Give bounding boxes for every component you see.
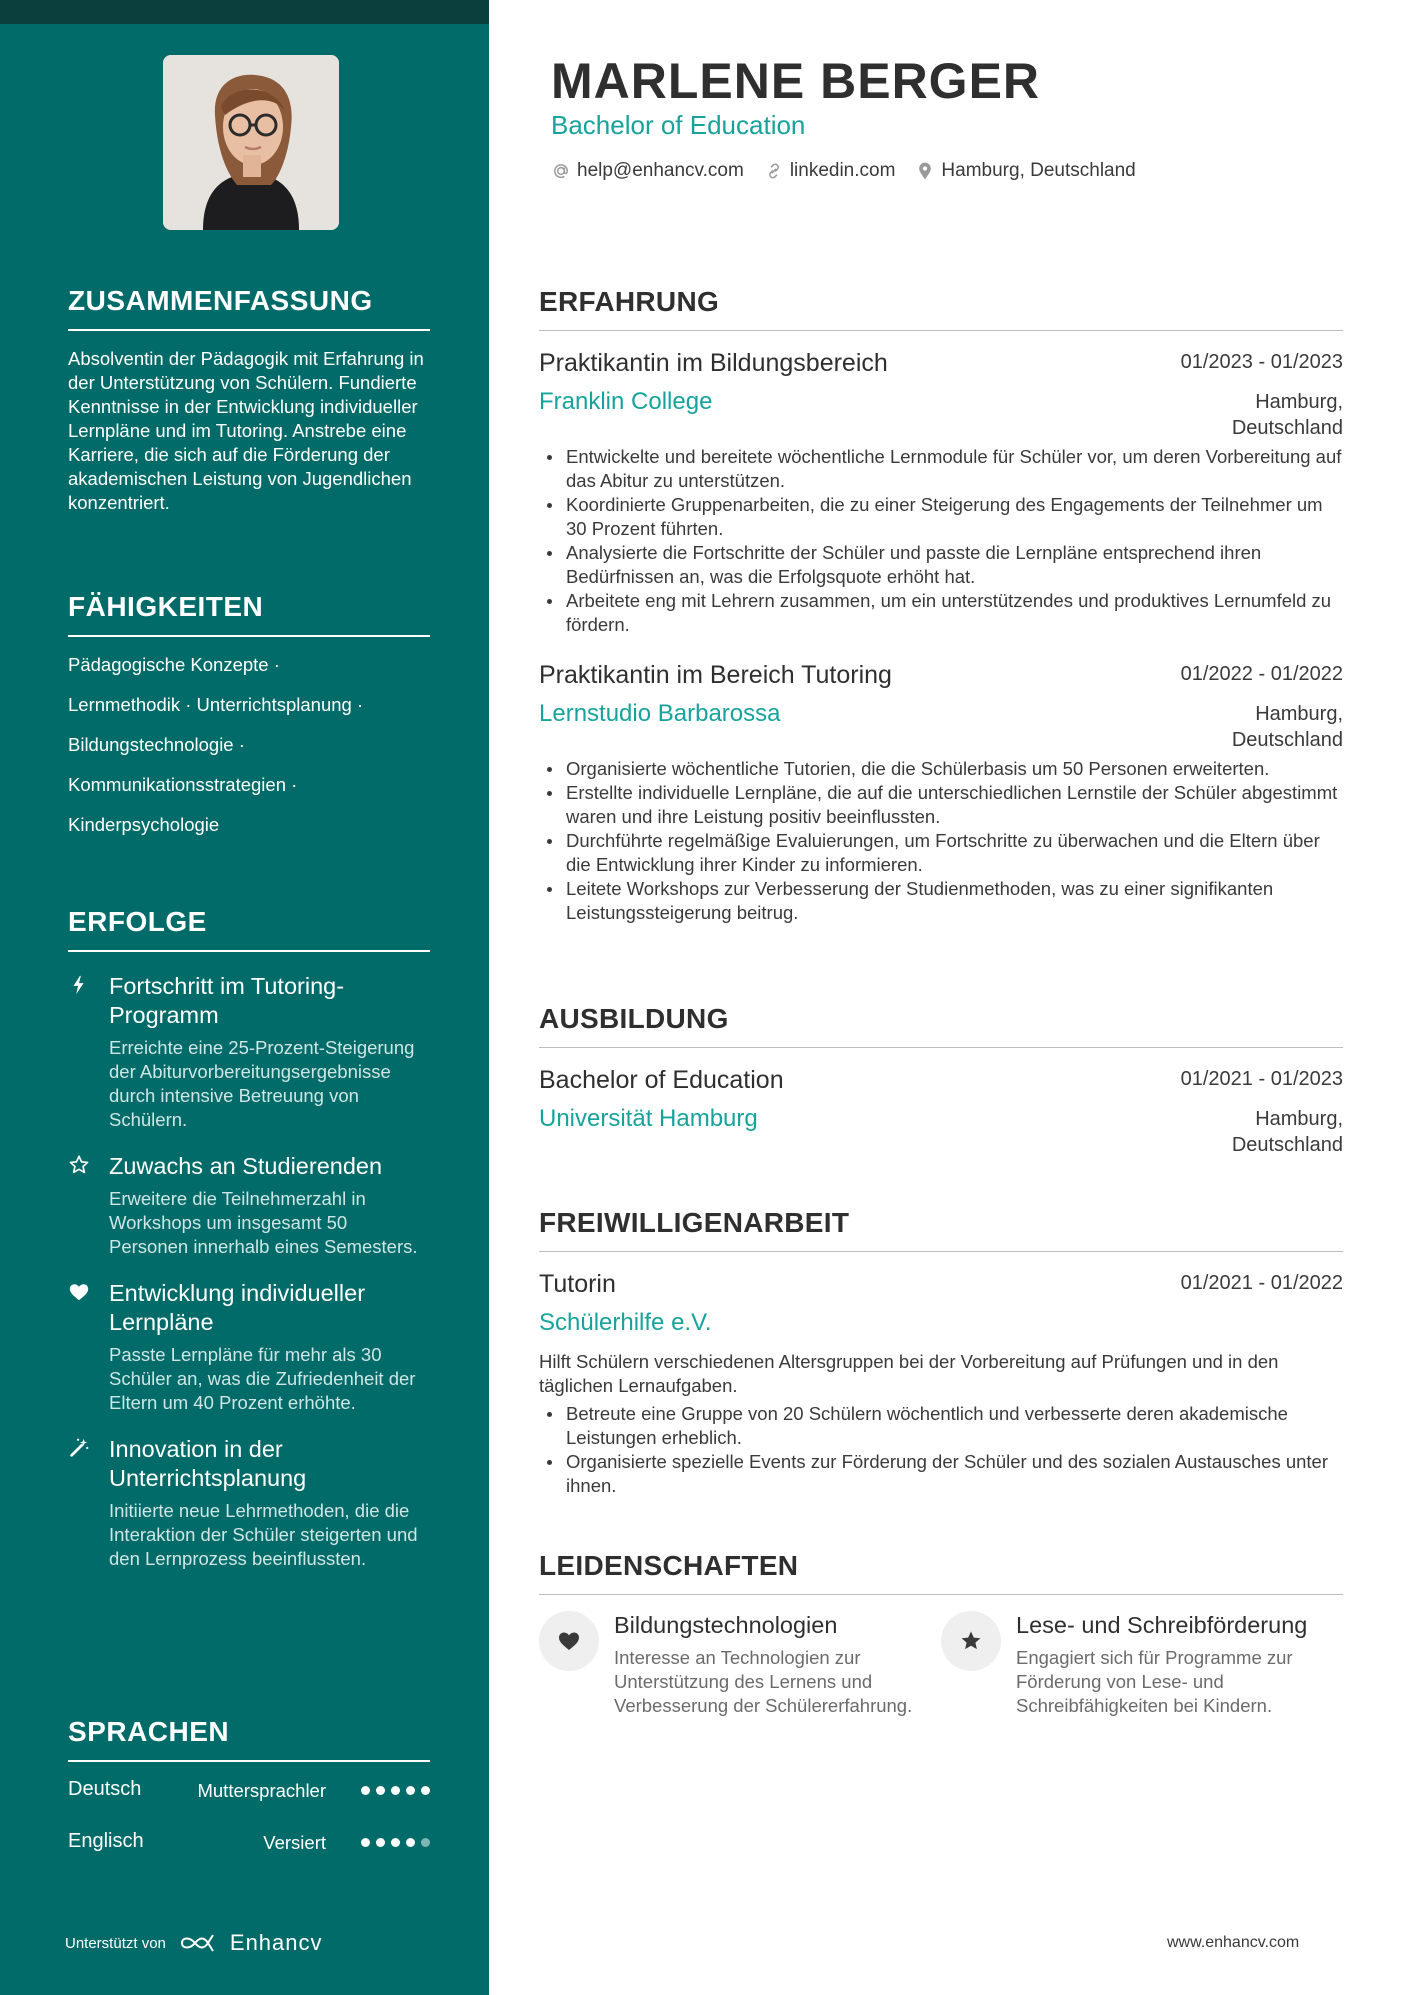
volunteer-role: Tutorin xyxy=(539,1270,616,1298)
bullet-item: Durchführte regelmäßige Evaluierungen, um Fortschritte zu überwachen und die Eltern über die Entwicklung ihrer Kinder zu informieren. xyxy=(539,829,1343,877)
achievement-item xyxy=(68,1152,430,1259)
bullet-item: Betreute eine Gruppe von 20 Schülern wöchentlich und verbesserte deren akademische Leistungen erheblich. xyxy=(539,1402,1343,1450)
education-degree: Bachelor of Education xyxy=(539,1066,784,1094)
skill-line: Kommunikationsstrategien · xyxy=(68,774,298,795)
achievement-item xyxy=(68,1279,430,1415)
enhancv-logo-icon xyxy=(178,1932,222,1954)
education-title: AUSBILDUNG xyxy=(539,1003,1343,1048)
sidebar xyxy=(0,0,489,1995)
summary-text: Absolventin der Pädagogik mit Erfahrung in der Unterstützung von Schülern. Fundierte Kenntnisse in der Entwicklung individueller Lernpläne und im Tutoring. Anstrebe eine Karriere, die sich auf die Förderung der akademischen Leistung von Jugendlichen konzentriert. xyxy=(68,348,424,513)
powered-by-label: Unterstützt von xyxy=(65,1934,166,1952)
language-rating xyxy=(361,1838,430,1847)
education-date: 01/2021 - 01/2023 xyxy=(1180,1068,1343,1090)
passions-section xyxy=(539,1550,1343,1718)
volunteer-org: Schülerhilfe e.V. xyxy=(539,1309,712,1336)
volunteer-date: 01/2021 - 01/2022 xyxy=(1180,1272,1343,1294)
summary-title: ZUSAMMENFASSUNG xyxy=(68,285,430,331)
rating-dot xyxy=(391,1786,400,1795)
summary-section xyxy=(68,285,430,515)
passion-text: Engagiert sich für Programme zur Förderung von Lese- und Schreibfähigkeiten bei Kindern. xyxy=(1016,1647,1293,1716)
education-country: Deutschland xyxy=(1231,1134,1343,1156)
entry-country: Deutschland xyxy=(1231,729,1343,751)
skill-line: Pädagogische Konzepte · xyxy=(68,654,280,675)
bullet-item: Koordinierte Gruppenarbeiten, die zu einer Steigerung des Engagements der Teilnehmer um 30 Prozent führten. xyxy=(539,493,1343,541)
bullet-item: Erstellte individuelle Lernpläne, die auf die unterschiedlichen Lernstile der Schüler abgestimmt waren und ihre Leistung positiv beeinflussten. xyxy=(539,781,1343,829)
experience-entry xyxy=(539,347,1343,637)
star-icon xyxy=(68,1154,90,1176)
achievement-text: Erweitere die Teilnehmerzahl in Workshops um insgesamt 50 Personen innerhalb eines Semesters. xyxy=(109,1188,418,1257)
email-text: help@enhancv.com xyxy=(577,160,744,181)
passion-text: Interesse an Technologien zur Unterstützung des Lernens und Verbesserung der Schülererfahrung. xyxy=(614,1647,913,1716)
language-name: Deutsch xyxy=(68,1778,142,1800)
entry-company: Franklin College xyxy=(539,388,713,415)
skills-title: FÄHIGKEITEN xyxy=(68,591,430,637)
experience-section xyxy=(539,286,1343,925)
passion-icon-badge xyxy=(941,1611,1001,1671)
language-row xyxy=(68,1814,430,1866)
passion-title: Lese- und Schreibförderung xyxy=(1016,1612,1308,1638)
achievements-title: ERFOLGE xyxy=(68,906,430,952)
entry-role: Praktikantin im Bereich Tutoring xyxy=(539,661,892,689)
footer-url[interactable]: www.enhancv.com xyxy=(1167,1934,1300,1951)
rating-dot xyxy=(376,1838,385,1847)
rating-dot xyxy=(406,1838,415,1847)
bullet-item: Arbeitete eng mit Lehrern zusammen, um ein unterstützendes und produktives Lernumfeld zu fördern. xyxy=(539,589,1343,637)
contact-email[interactable] xyxy=(551,160,744,182)
entry-city: Hamburg, xyxy=(1255,703,1343,725)
bullet-item: Entwickelte und bereitete wöchentliche Lernmodule für Schüler vor, um deren Vorbereitung auf das Abitur zu unterstützen. xyxy=(539,445,1343,493)
achievement-text: Initiierte neue Lehrmethoden, die die Interaktion der Schüler steigerten und den Lernprozess beeinflussten. xyxy=(109,1500,418,1569)
achievement-text: Erreichte eine 25-Prozent-Steigerung der Abiturvorbereitungsergebnisse durch intensive Betreuung von Schülern. xyxy=(109,1037,415,1130)
enhancv-brand: Enhancv xyxy=(229,1930,323,1955)
achievement-title: Fortschritt im Tutoring-Programm xyxy=(109,973,345,1028)
skill-line: Kinderpsychologie xyxy=(68,814,220,835)
passions-title: LEIDENSCHAFTEN xyxy=(539,1550,1343,1595)
achievement-title: Entwicklung individueller Lernpläne xyxy=(109,1280,366,1335)
heart-icon xyxy=(68,1281,90,1303)
volunteer-section xyxy=(539,1207,1343,1498)
main-content xyxy=(489,0,1410,1995)
education-city: Hamburg, xyxy=(1255,1108,1343,1130)
rating-dot xyxy=(361,1838,370,1847)
achievement-item xyxy=(68,1435,430,1571)
education-entry xyxy=(539,1064,1343,1156)
skill-line: Lernmethodik · Unterrichtsplanung · xyxy=(68,694,364,715)
candidate-name: MARLENE BERGER xyxy=(551,53,1041,109)
passion-icon-badge xyxy=(539,1611,599,1671)
bullet-item: Leitete Workshops zur Verbesserung der Studienmethoden, was zu einer signifikanten Leistungssteigerung beitrug. xyxy=(539,877,1343,925)
rating-dot xyxy=(361,1786,370,1795)
rating-dot xyxy=(376,1786,385,1795)
passion-title: Bildungstechnologien xyxy=(614,1612,838,1638)
experience-title: ERFAHRUNG xyxy=(539,286,1343,331)
entry-location xyxy=(1232,701,1343,753)
magic-wand-icon xyxy=(68,1437,90,1459)
entry-bullets xyxy=(539,445,1343,637)
languages-section xyxy=(68,1716,430,1866)
location-pin-icon xyxy=(915,161,935,181)
experience-entry xyxy=(539,659,1343,925)
language-row xyxy=(68,1762,430,1814)
entry-date: 01/2023 - 01/2023 xyxy=(1180,351,1343,373)
heart-icon xyxy=(557,1629,581,1653)
volunteer-entry xyxy=(539,1268,1343,1498)
language-level: Muttersprachler xyxy=(197,1780,326,1801)
sidebar-top-bar xyxy=(0,0,489,24)
bullet-item: Analysierte die Fortschritte der Schüler und passte die Lernpläne entsprechend ihren Bedürfnissen an, was die Erfolgsquote erhöht hat. xyxy=(539,541,1343,589)
achievement-title: Innovation in der Unterrichtsplanung xyxy=(109,1436,307,1491)
language-level: Versiert xyxy=(263,1832,326,1853)
powered-by xyxy=(65,1930,323,1956)
rating-dot xyxy=(421,1786,430,1795)
contact-bar xyxy=(551,160,1136,182)
language-name: Englisch xyxy=(68,1830,144,1852)
profile-photo xyxy=(163,55,339,230)
entry-company: Lernstudio Barbarossa xyxy=(539,700,781,727)
volunteer-description: Hilft Schülern verschiedenen Altersgruppen bei der Vorbereitung auf Prüfungen und in den täglichen Lernaufgaben. xyxy=(539,1351,1279,1396)
achievement-title: Zuwachs an Studierenden xyxy=(109,1153,383,1179)
link-icon xyxy=(764,161,784,181)
rating-dot xyxy=(406,1786,415,1795)
volunteer-title: FREIWILLIGENARBEIT xyxy=(539,1207,1343,1252)
languages-title: SPRACHEN xyxy=(68,1716,430,1762)
candidate-title: Bachelor of Education xyxy=(551,110,806,140)
education-school: Universität Hamburg xyxy=(539,1105,758,1132)
passions-list xyxy=(539,1611,1343,1718)
language-rating xyxy=(361,1786,430,1795)
entry-bullets xyxy=(539,757,1343,925)
bolt-icon xyxy=(68,974,90,996)
entry-city: Hamburg, xyxy=(1255,391,1343,413)
linkedin-text: linkedin.com xyxy=(789,160,896,181)
contact-location xyxy=(915,160,1135,182)
rating-dot xyxy=(391,1838,400,1847)
skill-line: Bildungstechnologie · xyxy=(68,734,245,755)
entry-country: Deutschland xyxy=(1231,417,1343,439)
passion-item xyxy=(941,1611,1343,1718)
achievement-text: Passte Lernpläne für mehr als 30 Schüler an, was die Zufriedenheit der Eltern um 40 Prozent erhöhte. xyxy=(109,1344,416,1413)
contact-linkedin[interactable] xyxy=(764,160,896,182)
bullet-item: Organisierte wöchentliche Tutorien, die die Schülerbasis um 50 Personen erweiterten. xyxy=(539,757,1343,781)
location-text: Hamburg, Deutschland xyxy=(941,160,1136,181)
at-icon xyxy=(551,161,571,181)
enhancv-logo[interactable] xyxy=(178,1930,323,1956)
volunteer-bullets xyxy=(539,1402,1343,1498)
star-icon xyxy=(959,1629,983,1653)
education-section xyxy=(539,1003,1343,1156)
rating-dot xyxy=(421,1838,430,1847)
achievement-item xyxy=(68,972,430,1132)
skills-section xyxy=(68,591,430,837)
entry-date: 01/2022 - 01/2022 xyxy=(1180,663,1343,685)
skills-list xyxy=(68,653,430,837)
entry-role: Praktikantin im Bildungsbereich xyxy=(539,349,888,377)
entry-location xyxy=(1232,389,1343,441)
education-location xyxy=(1232,1106,1343,1158)
bullet-item: Organisierte spezielle Events zur Förderung der Schüler und des sozialen Austausches unter ihnen. xyxy=(539,1450,1343,1498)
achievements-section xyxy=(68,906,430,1571)
passion-item xyxy=(539,1611,941,1718)
